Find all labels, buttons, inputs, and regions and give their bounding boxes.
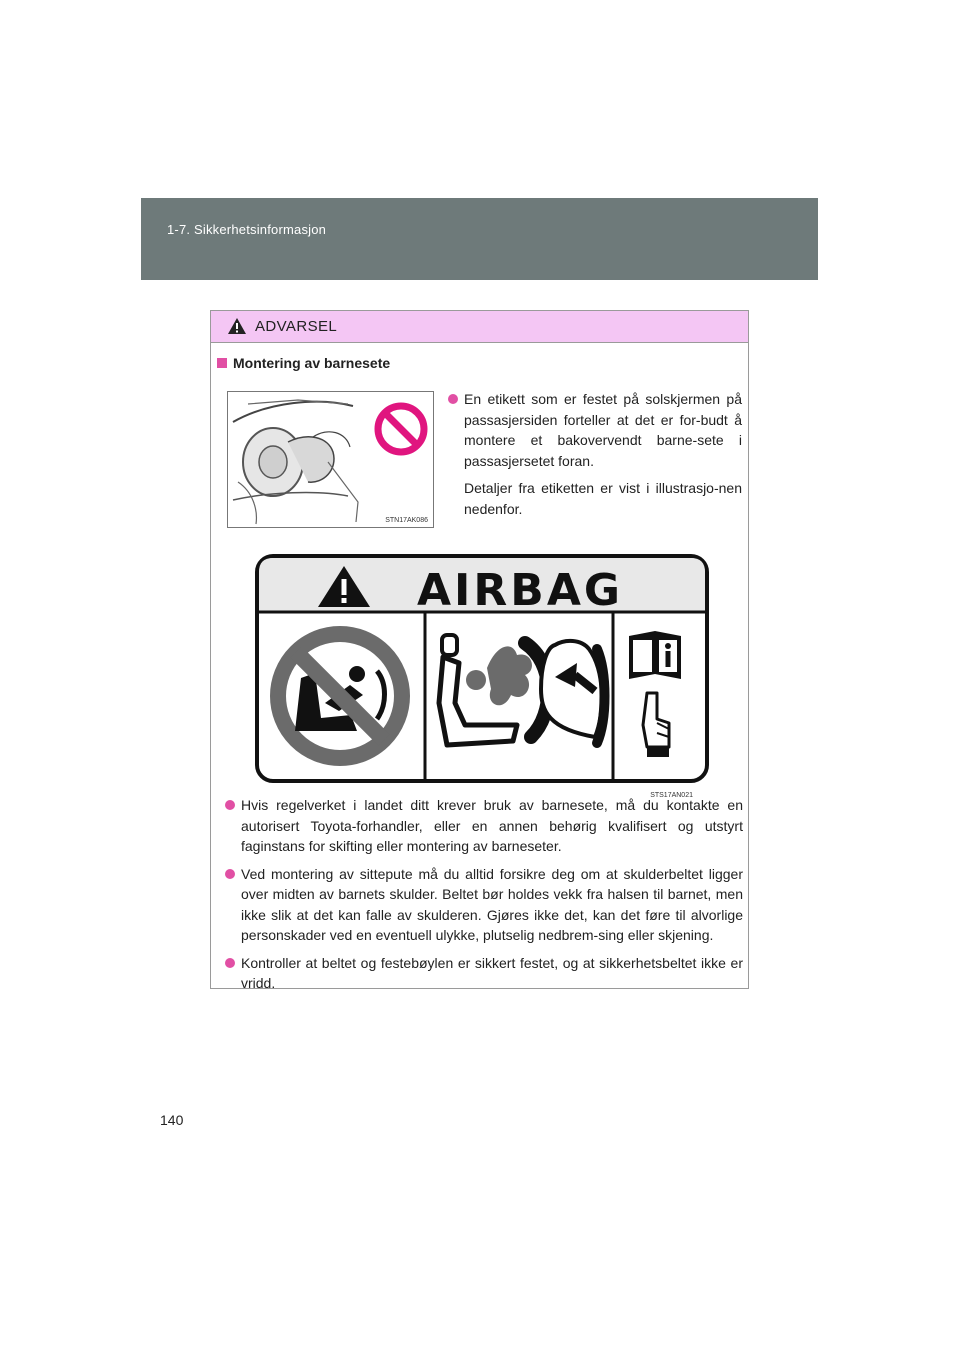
page-number: 140	[160, 1112, 184, 1128]
bullet-icon	[225, 800, 235, 810]
warning-box	[210, 310, 749, 989]
bullet-icon	[225, 869, 235, 879]
list-item: Ved montering av sittepute må du alltid forsikre deg om at skulderbeltet ligger over midten av barnets skulder. Beltet bør holdes vekk fra halsen til barnet, men ikke slik at det kan falle av skulderen. Gjøres ikke det, kan det føre til alvorlige personskader ved en eventuell ulykke, plutselig nedbrem-sing eller skjening.	[225, 864, 743, 946]
bullet-icon	[448, 394, 458, 404]
square-bullet-icon	[217, 358, 227, 368]
airbag-label-illustration	[255, 553, 711, 799]
warning-header	[211, 311, 748, 343]
airbag-label-svg	[255, 553, 711, 787]
airbag-heading: AIRBAG	[416, 565, 624, 616]
car-interior-illustration	[228, 392, 433, 527]
intro-text	[448, 389, 742, 519]
warning-title: ADVARSEL	[255, 318, 338, 335]
sun-visor-photo	[227, 391, 434, 528]
label-code: STS17AN021	[650, 792, 693, 799]
chapter-header	[141, 198, 818, 280]
subheading	[217, 355, 390, 371]
photo-code: STN17AK086	[385, 517, 428, 524]
intro-detail: Detaljer fra etiketten er vist i illustrasjo-nen nedenfor.	[464, 480, 742, 517]
warning-bullet-list	[225, 795, 743, 1001]
subheading-text: Montering av barnesete	[233, 355, 391, 371]
list-item: Kontroller at beltet og festebøylen er sikkert festet, og at sikkerhetsbeltet ikke er vridd.	[225, 953, 743, 994]
list-item: Hvis regelverket i landet ditt krever bruk av barnesete, må du kontakte en autorisert Toyota-forhandler, eller en annen behørig kvalifisert og utstyrt faginstans for skifting eller montering av barneseter.	[225, 795, 743, 857]
bullet-icon	[225, 958, 235, 968]
section-title: 1-7. Sikkerhetsinformasjon	[167, 222, 327, 237]
warning-triangle-icon	[227, 317, 247, 335]
list-item: En etikett som er festet på solskjermen på passasjersiden forteller at det er for-budt å montere et bakovervendt barne-sete i passasjersetet foran.	[448, 389, 742, 471]
